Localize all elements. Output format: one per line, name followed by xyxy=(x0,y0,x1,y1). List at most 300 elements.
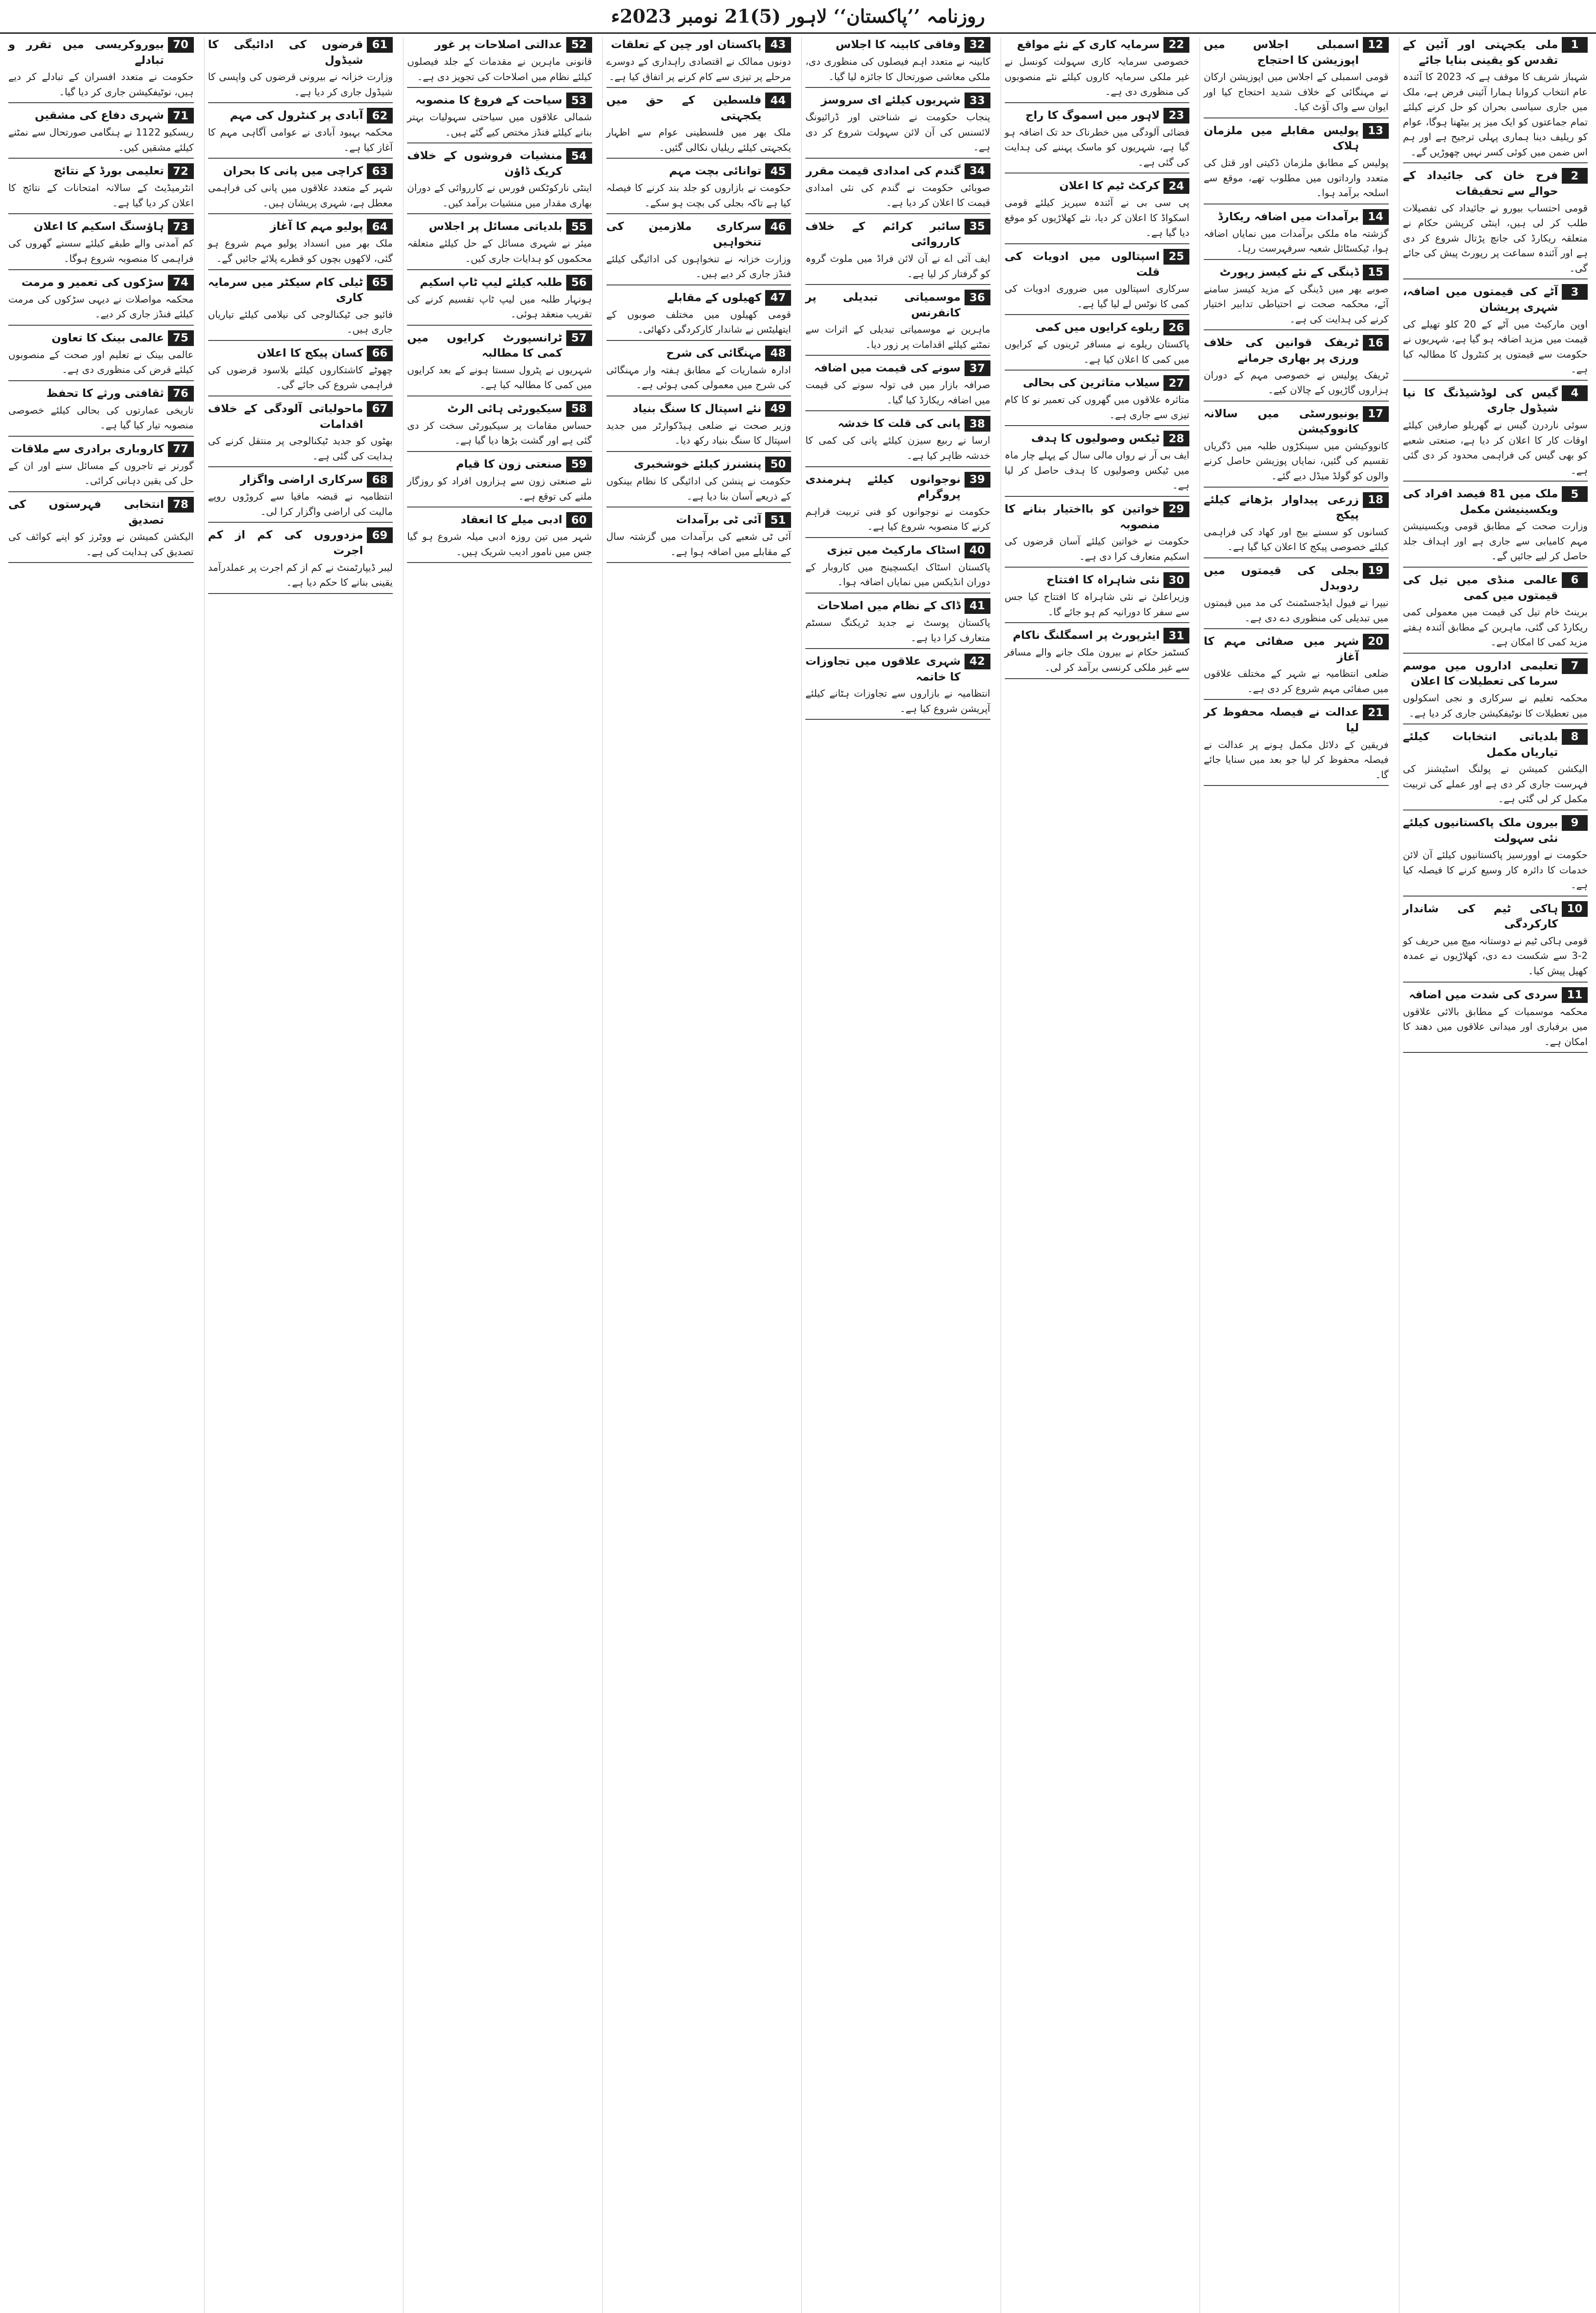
news-item-divider xyxy=(208,340,393,341)
news-column xyxy=(204,37,397,2313)
news-item-header xyxy=(8,497,194,528)
news-item-number-badge: 29 xyxy=(1163,501,1189,517)
news-item-headline: بجلی کی قیمتوں میں ردوبدل xyxy=(1204,563,1359,593)
news-item xyxy=(606,37,792,88)
news-item xyxy=(805,360,990,411)
news-item-body: حکومت نے اوورسیز پاکستانیوں کیلئے آن لائن خدمات کا دائرہ کار وسیع کرنے کا فیصلہ کیا ہے۔ xyxy=(1403,849,1588,891)
news-item xyxy=(208,527,393,594)
news-item-header xyxy=(1204,705,1389,736)
news-item-headline: کاروباری برادری سے ملاقات xyxy=(11,442,164,455)
news-item-header xyxy=(606,163,792,179)
news-item xyxy=(8,275,194,326)
news-item xyxy=(1005,501,1190,568)
news-item-number-badge: 41 xyxy=(965,598,990,614)
news-item-divider xyxy=(1204,329,1389,330)
news-item-divider xyxy=(1204,785,1389,786)
news-item-number-badge: 57 xyxy=(566,330,592,346)
news-item-body: شہر میں تین روزہ ادبی میلہ شروع ہو گیا جس میں نامور ادیب شریک ہیں۔ xyxy=(407,531,592,557)
news-item-headline: سائبر کرائم کے خلاف کارروائی xyxy=(805,219,961,248)
news-item xyxy=(805,598,990,649)
news-item-header xyxy=(208,527,393,558)
news-item-headline: سرمایہ کاری کے نئے مواقع xyxy=(1017,38,1160,51)
news-item-header xyxy=(1403,37,1588,68)
news-item xyxy=(1403,486,1588,568)
news-item-body: آئی ٹی شعبے کی برآمدات میں گزشتہ سال کے مقابلے میں اضافہ ہوا ہے۔ xyxy=(606,531,791,557)
news-item-body: حکومت نے نوجوانوں کو فنی تربیت فراہم کرنے کا منصوبہ شروع کیا ہے۔ xyxy=(805,506,990,532)
news-item-header xyxy=(805,163,990,179)
news-item-divider xyxy=(208,102,393,103)
news-item-headline: ڈینگی کے نئے کیسز رپورٹ xyxy=(1219,265,1359,278)
news-item-number-badge: 58 xyxy=(566,401,592,417)
news-item-body: شہباز شریف کا موقف ہے کہ 2023 کا آئندہ عام انتخاب کروانا ہمارا آئینی فرض ہے، ملک میں جاری سیاسی بحران کو حل کرنے کیلئے تمام جماعتوں کو ایک میز پر بیٹھنا ہوگا، عوام کو ریلیف دینا ہماری پہلی ترجیح ہے اور ہم اس ضمن میں کوئی کسر نہیں چھوڑیں گے۔ xyxy=(1403,71,1588,158)
news-item-body: محکمہ تعلیم نے سرکاری و نجی اسکولوں میں تعطیلات کا نوٹیفکیشن جاری کر دیا ہے۔ xyxy=(1403,692,1588,719)
news-item-number-badge: 66 xyxy=(367,346,393,361)
news-item xyxy=(8,37,194,103)
news-item-number-badge: 34 xyxy=(965,163,990,179)
news-item-header xyxy=(1204,209,1389,225)
news-item-header xyxy=(1204,634,1389,665)
news-item xyxy=(606,163,792,214)
news-column xyxy=(403,37,596,2313)
news-item-header xyxy=(805,543,990,558)
news-item-header xyxy=(606,93,792,124)
news-item-body: انٹرمیڈیٹ کے سالانہ امتحانات کے نتائج کا اعلان کر دیا گیا ہے۔ xyxy=(8,182,194,209)
news-item-divider xyxy=(8,562,194,563)
news-item-header xyxy=(407,330,592,361)
news-item xyxy=(805,219,990,285)
news-item-body: گورنر نے تاجروں کے مسائل سنے اور ان کے حل کی یقین دہانی کرائی۔ xyxy=(8,460,194,487)
news-item-number-badge: 38 xyxy=(965,416,990,432)
news-item xyxy=(1403,815,1588,897)
news-item-divider xyxy=(407,562,592,563)
news-item-headline: وفاقی کابینہ کا اجلاس xyxy=(835,38,961,51)
news-item-header xyxy=(208,163,393,179)
news-item-number-badge: 47 xyxy=(765,290,791,306)
news-item xyxy=(606,290,792,341)
news-item-number-badge: 37 xyxy=(965,360,990,376)
news-item-headline: ایئرپورٹ پر اسمگلنگ ناکام xyxy=(1013,629,1160,642)
news-item-body: چھوٹے کاشتکاروں کیلئے بلاسود قرضوں کی فراہمی شروع کی جائے گی۔ xyxy=(208,364,393,391)
news-item-body: قانونی ماہرین نے مقدمات کے جلد فیصلوں کیلئے نظام میں اصلاحات کی تجویز دی ہے۔ xyxy=(407,56,592,82)
news-item-number-badge: 28 xyxy=(1163,431,1189,446)
news-item-header xyxy=(1204,406,1389,437)
news-item-body: ایف آئی اے نے آن لائن فراڈ میں ملوث گروہ کو گرفتار کر لیا ہے۔ xyxy=(805,253,990,279)
news-item-header xyxy=(1403,385,1588,416)
news-item-divider xyxy=(1005,425,1190,426)
news-item-headline: نوجوانوں کیلئے ہنرمندی پروگرام xyxy=(805,472,961,501)
news-item-body: اوپن مارکیٹ میں آٹے کے 20 کلو تھیلے کی قیمت میں مزید اضافہ ہو گیا ہے، شہریوں نے حکومت سے قیمتوں پر کنٹرول کا مطالبہ کیا ہے۔ xyxy=(1403,318,1588,375)
news-item-header xyxy=(407,219,592,235)
news-item-headline: ملک میں 81 فیصد افراد کی ویکسینیشن مکمل xyxy=(1403,487,1558,516)
news-item-header xyxy=(8,441,194,457)
news-item xyxy=(8,108,194,159)
news-column xyxy=(1001,37,1194,2313)
news-item-divider xyxy=(208,158,393,159)
news-item-number-badge: 50 xyxy=(765,457,791,472)
news-item xyxy=(208,108,393,159)
news-item-header xyxy=(8,163,194,179)
news-item-headline: پنشنرز کیلئے خوشخبری xyxy=(634,458,761,471)
news-item-number-badge: 1 xyxy=(1562,37,1588,53)
news-item xyxy=(1005,178,1190,244)
news-item-divider xyxy=(208,269,393,270)
news-item-divider xyxy=(805,648,990,649)
news-item-header xyxy=(208,472,393,488)
news-item-body: لیبر ڈیپارٹمنٹ نے کم از کم اجرت پر عملدرآمد یقینی بنانے کا حکم دیا ہے۔ xyxy=(208,562,393,588)
news-item-number-badge: 36 xyxy=(965,290,990,305)
news-item-number-badge: 20 xyxy=(1363,634,1389,649)
news-item-header xyxy=(1403,168,1588,199)
news-item xyxy=(1204,492,1389,558)
news-item-headline: عالمی بینک کا تعاون xyxy=(51,331,164,344)
news-item-body: صوبائی حکومت نے گندم کی نئی امدادی قیمت کا اعلان کر دیا ہے۔ xyxy=(805,182,990,209)
news-item-number-badge: 72 xyxy=(168,163,194,179)
news-item-number-badge: 70 xyxy=(168,37,194,53)
news-item xyxy=(1005,320,1190,371)
news-item xyxy=(1403,284,1588,380)
news-item-body: محکمہ موسمیات کے مطابق بالائی علاقوں میں برفباری اور میدانی علاقوں میں دھند کا امکان ہے۔ xyxy=(1403,1006,1588,1047)
news-item xyxy=(8,163,194,214)
news-item-number-badge: 62 xyxy=(367,108,393,124)
news-item-divider xyxy=(1403,162,1588,163)
news-item-header xyxy=(407,93,592,108)
news-item-header xyxy=(1403,284,1588,315)
news-item-divider xyxy=(8,325,194,326)
news-item-headline: موسمیاتی تبدیلی پر کانفرنس xyxy=(805,291,961,319)
news-item-body: خصوصی سرمایہ کاری سہولت کونسل نے غیر ملکی سرمایہ کاروں کیلئے نئے منصوبوں کی منظوری دی ہے۔ xyxy=(1004,56,1189,98)
news-item-headline: ثقافتی ورثے کا تحفظ xyxy=(46,386,164,400)
news-item-headline: گیس کی لوڈشیڈنگ کا نیا شیڈول جاری xyxy=(1403,386,1558,415)
news-item-number-badge: 35 xyxy=(965,219,990,235)
news-item xyxy=(208,472,393,523)
news-item-body: کم آمدنی والے طبقے کیلئے سستے گھروں کی فراہمی کا منصوبہ شروع ہوگا۔ xyxy=(8,238,194,265)
news-item-body: شہر کے متعدد علاقوں میں پانی کی فراہمی معطل ہے، شہری پریشان ہیں۔ xyxy=(208,182,393,209)
news-item-divider xyxy=(8,102,194,103)
news-item-headline: ہاکی ٹیم کی شاندار کارکردگی xyxy=(1403,902,1558,931)
news-item-header xyxy=(407,401,592,417)
news-item-headline: نئے اسپتال کا سنگ بنیاد xyxy=(632,402,761,415)
news-item xyxy=(1204,705,1389,786)
news-item-number-badge: 68 xyxy=(367,472,393,488)
news-item-number-badge: 61 xyxy=(367,37,393,53)
news-item xyxy=(805,37,990,88)
news-item-headline: اسمبلی اجلاس میں اپوزیشن کا احتجاج xyxy=(1204,38,1359,67)
news-item-body: قومی کھیلوں میں مختلف صوبوں کے ایتھلیٹس نے شاندار کارکردگی دکھائی۔ xyxy=(606,309,791,335)
news-item-number-badge: 17 xyxy=(1363,406,1389,422)
news-item-body: وزارت صحت کے مطابق قومی ویکسینیشن مہم کامیابی سے جاری ہے اور اہداف جلد حاصل کر لیے جائیں گے۔ xyxy=(1403,520,1588,562)
news-item-header xyxy=(1403,815,1588,846)
news-item-divider xyxy=(1005,496,1190,497)
news-item xyxy=(606,401,792,452)
news-item-number-badge: 71 xyxy=(168,108,194,124)
news-item-body: تاریخی عمارتوں کی بحالی کیلئے خصوصی منصوبہ تیار کیا گیا ہے۔ xyxy=(8,404,194,431)
news-item-header xyxy=(1403,987,1588,1003)
news-item-divider xyxy=(1403,982,1588,983)
news-item-number-badge: 6 xyxy=(1562,572,1588,588)
news-item-number-badge: 77 xyxy=(168,441,194,457)
news-item-number-badge: 19 xyxy=(1363,563,1389,579)
news-item-headline: بلدیاتی مسائل پر اجلاس xyxy=(428,220,563,233)
news-item-header xyxy=(805,93,990,108)
news-item-number-badge: 42 xyxy=(965,654,990,669)
news-item-headline: سیاحت کے فروغ کا منصوبہ xyxy=(415,93,563,107)
news-item xyxy=(407,457,592,507)
news-item-divider xyxy=(8,491,194,492)
news-item-divider xyxy=(1403,653,1588,654)
news-item-headline: سیکیورٹی ہائی الرٹ xyxy=(447,402,563,415)
news-item-headline: سردی کی شدت میں اضافہ xyxy=(1409,988,1558,1001)
news-item xyxy=(1005,628,1190,679)
news-item-headline: بیرون ملک پاکستانیوں کیلئے نئی سہولت xyxy=(1403,816,1558,845)
news-item-body: شہریوں نے پٹرول سستا ہونے کے بعد کرایوں میں کمی کا مطالبہ کیا ہے۔ xyxy=(407,364,592,391)
news-item-body: حکومت نے بازاروں کو جلد بند کرنے کا فیصلہ کیا ہے تاکہ بجلی کی بچت ہو سکے۔ xyxy=(606,182,791,209)
news-item-header xyxy=(8,37,194,68)
news-item xyxy=(8,497,194,563)
news-item-number-badge: 63 xyxy=(367,163,393,179)
news-item-divider xyxy=(208,213,393,214)
news-item xyxy=(606,346,792,396)
news-item-divider xyxy=(407,451,592,452)
news-item-number-badge: 15 xyxy=(1363,265,1389,280)
news-item xyxy=(805,93,990,159)
news-item-header xyxy=(1204,563,1389,594)
news-item-header xyxy=(1204,123,1389,154)
news-item-body: عالمی بینک نے تعلیم اور صحت کے منصوبوں کیلئے قرض کی منظوری دی ہے۔ xyxy=(8,349,194,376)
news-item-headline: تعلیمی اداروں میں موسم سرما کی تعطیلات کا اعلان xyxy=(1403,659,1558,688)
news-item-number-badge: 30 xyxy=(1163,572,1189,588)
news-item-headline: انتخابی فہرستوں کی تصدیق xyxy=(8,497,164,526)
news-item-divider xyxy=(407,142,592,143)
news-item-headline: آبادی پر کنٹرول کی مہم xyxy=(229,109,363,122)
news-item xyxy=(1204,265,1389,331)
news-item-divider xyxy=(407,325,592,326)
news-item-divider xyxy=(606,213,792,214)
news-item-body: نئے صنعتی زون سے ہزاروں افراد کو روزگار ملنے کی توقع ہے۔ xyxy=(407,476,592,502)
news-item-divider xyxy=(606,284,792,285)
news-item-divider xyxy=(1403,380,1588,381)
news-item-number-badge: 31 xyxy=(1163,628,1189,643)
news-item-number-badge: 39 xyxy=(965,472,990,488)
news-item-divider xyxy=(1005,678,1190,679)
news-item-number-badge: 53 xyxy=(566,93,592,108)
news-item-number-badge: 44 xyxy=(765,93,791,108)
news-item xyxy=(208,219,393,270)
news-item-header xyxy=(1403,729,1588,760)
news-item-number-badge: 55 xyxy=(566,219,592,235)
news-item xyxy=(805,543,990,594)
news-item xyxy=(606,93,792,159)
news-item-body: وزارت خزانہ نے بیرونی قرضوں کی واپسی کا شیڈول جاری کر دیا ہے۔ xyxy=(208,71,393,98)
news-item xyxy=(805,472,990,538)
news-item-body: صرافہ بازار میں فی تولہ سونے کی قیمت میں اضافہ ریکارڈ کیا گیا۔ xyxy=(805,379,990,406)
news-item-body: پی سی بی نے آئندہ سیریز کیلئے قومی اسکواڈ کا اعلان کر دیا، نئے کھلاڑیوں کو موقع دیا گیا ہے۔ xyxy=(1004,197,1189,239)
news-item-body: حکومت نے خواتین کیلئے آسان قرضوں کی اسکیم متعارف کرا دی ہے۔ xyxy=(1004,536,1189,562)
news-item-header xyxy=(1005,37,1190,53)
news-item-headline: مزدوروں کی کم از کم اجرت xyxy=(208,528,363,557)
news-item-divider xyxy=(1403,567,1588,568)
news-item-headline: بیوروکریسی میں تقرر و تبادلے xyxy=(8,38,164,67)
news-item-number-badge: 13 xyxy=(1363,123,1389,139)
news-item-divider xyxy=(1005,314,1190,315)
news-item-header xyxy=(606,37,792,53)
news-item-headline: سونے کی قیمت میں اضافہ xyxy=(814,361,961,375)
news-item-header xyxy=(805,360,990,376)
news-item-number-badge: 7 xyxy=(1562,658,1588,674)
news-item-divider xyxy=(1204,487,1389,488)
news-item-body: فضائی آلودگی میں خطرناک حد تک اضافہ ہو گیا ہے، شہریوں کو ماسک پہننے کی ہدایت کی گئی ہے۔ xyxy=(1004,126,1189,168)
news-item-number-badge: 9 xyxy=(1562,815,1588,831)
news-item-body: فائیو جی ٹیکنالوجی کی نیلامی کیلئے تیاریاں جاری ہیں۔ xyxy=(208,309,393,335)
news-item-divider xyxy=(208,466,393,467)
news-item-header xyxy=(805,37,990,53)
news-item-headline: مہنگائی کی شرح xyxy=(666,346,761,359)
news-item-headline: صنعتی زون کا قیام xyxy=(456,458,563,471)
news-item-headline: تعلیمی بورڈ کے نتائج xyxy=(54,164,164,178)
news-item-headline: عدالتی اصلاحات پر غور xyxy=(434,38,563,51)
news-item-headline: اسٹاک مارکیٹ میں تیزی xyxy=(827,543,961,557)
news-item-divider xyxy=(1204,628,1389,629)
news-item-headline: نئی شاہراہ کا افتتاح xyxy=(1046,573,1160,587)
news-item-divider xyxy=(1005,102,1190,103)
news-item-divider xyxy=(1403,481,1588,482)
news-item-header xyxy=(407,457,592,472)
masthead-title: روزنامہ ’’پاکستان‘‘ لاہور (5)21 نومبر 2023ء xyxy=(611,5,985,27)
news-item-header xyxy=(208,219,393,235)
news-item-headline: ٹرانسپورٹ کرایوں میں کمی کا مطالبہ xyxy=(407,331,563,360)
news-item-headline: عالمی منڈی میں تیل کی قیمتوں میں کمی xyxy=(1403,573,1558,602)
news-item-header xyxy=(1005,431,1190,446)
news-item xyxy=(1204,563,1389,629)
news-item-number-badge: 16 xyxy=(1363,335,1389,351)
news-item-divider xyxy=(8,436,194,437)
news-item-body: انتظامیہ نے بازاروں سے تجاوزات ہٹانے کیلئے آپریشن شروع کیا ہے۔ xyxy=(805,688,990,714)
news-item-body: سرکاری اسپتالوں میں ضروری ادویات کی کمی کا نوٹس لے لیا گیا ہے۔ xyxy=(1004,283,1189,309)
news-item-header xyxy=(1005,108,1190,124)
news-item-body: کانووکیشن میں سینکڑوں طلبہ میں ڈگریاں تقسیم کی گئیں، نمایاں پوزیشن حاصل کرنے والوں کو گولڈ میڈل دیے گئے۔ xyxy=(1204,440,1389,482)
news-item-divider xyxy=(805,593,990,594)
news-item xyxy=(1005,375,1190,426)
news-item-body: ضلعی انتظامیہ نے شہر کے مختلف علاقوں میں صفائی مہم شروع کر دی ہے۔ xyxy=(1204,668,1389,694)
news-item-headline: سرکاری ملازمین کی تنخواہیں xyxy=(606,220,761,249)
news-item-body: پاکستان اسٹاک ایکسچینج میں کاروبار کے دوران انڈیکس میں نمایاں اضافہ ہوا۔ xyxy=(805,561,990,588)
news-item-headline: بلدیاتی انتخابات کیلئے تیاریاں مکمل xyxy=(1403,730,1558,759)
news-item-headline: ٹریفک قوانین کی خلاف ورزی پر بھاری جرمانے xyxy=(1204,336,1359,365)
news-item-divider xyxy=(1005,243,1190,244)
news-item-divider xyxy=(805,355,990,356)
news-item-number-badge: 18 xyxy=(1363,492,1389,508)
news-item-header xyxy=(1005,628,1190,643)
news-item-body: انتظامیہ نے قبضہ مافیا سے کروڑوں روپے مالیت کی اراضی واگزار کرا لی۔ xyxy=(208,491,393,517)
news-column xyxy=(1399,37,1592,2313)
news-item-header xyxy=(8,108,194,124)
news-item xyxy=(1204,406,1389,488)
news-item-header xyxy=(805,472,990,503)
news-item-number-badge: 64 xyxy=(367,219,393,235)
news-item-headline: سیلاب متاثرین کی بحالی xyxy=(1023,376,1160,390)
news-item-body: ملک بھر میں انسداد پولیو مہم شروع ہو گئی، لاکھوں بچوں کو قطرے پلائے جائیں گے۔ xyxy=(208,238,393,265)
news-item-number-badge: 33 xyxy=(965,93,990,108)
news-item-headline: سرکاری اراضی واگزار xyxy=(240,473,363,486)
news-item-number-badge: 59 xyxy=(566,457,592,472)
news-item-divider xyxy=(805,719,990,720)
news-item-header xyxy=(1403,486,1588,517)
news-item-header xyxy=(1005,501,1190,532)
news-item-body: حکومت نے متعدد افسران کے تبادلے کر دیے ہیں، نوٹیفکیشن جاری کر دیا گیا۔ xyxy=(8,71,194,98)
news-item xyxy=(805,416,990,467)
news-item-header xyxy=(606,457,792,472)
news-item xyxy=(1005,108,1190,174)
news-item-divider xyxy=(805,158,990,159)
news-item-header xyxy=(407,37,592,53)
news-item-number-badge: 78 xyxy=(168,497,194,513)
news-item-body: پولیس کے مطابق ملزمان ڈکیتی اور قتل کی متعدد وارداتوں میں مطلوب تھے، موقع سے اسلحہ برآمد ہوا۔ xyxy=(1204,157,1389,199)
news-item-number-badge: 52 xyxy=(566,37,592,53)
news-item-number-badge: 75 xyxy=(168,330,194,346)
news-item-divider xyxy=(1005,567,1190,568)
news-item-headline: ڈاک کے نظام میں اصلاحات xyxy=(817,599,961,612)
news-item xyxy=(208,401,393,467)
news-item xyxy=(1005,249,1190,315)
news-item-body: وزیراعلیٰ نے نئی شاہراہ کا افتتاح کیا جس سے سفر کا دورانیہ کم ہو جائے گا۔ xyxy=(1004,591,1189,618)
news-item-divider xyxy=(606,562,792,563)
news-item-divider xyxy=(407,269,592,270)
news-item-header xyxy=(208,346,393,361)
news-item xyxy=(407,330,592,396)
news-item-number-badge: 23 xyxy=(1163,108,1189,124)
news-item-headline: ملی یکجہتی اور آئین کے تقدس کو یقینی بنایا جائے xyxy=(1403,38,1558,67)
news-item-header xyxy=(805,219,990,250)
news-item-number-badge: 45 xyxy=(765,163,791,179)
news-item-header xyxy=(805,654,990,685)
news-item xyxy=(805,654,990,720)
news-item-header xyxy=(606,401,792,417)
news-item-header xyxy=(805,598,990,614)
news-item-header xyxy=(8,275,194,291)
news-item xyxy=(407,37,592,88)
news-item-number-badge: 4 xyxy=(1562,385,1588,401)
news-item-headline: آئی ٹی برآمدات xyxy=(676,513,761,526)
news-item-divider xyxy=(1204,557,1389,558)
news-item-divider xyxy=(1204,401,1389,402)
news-item-number-badge: 65 xyxy=(367,275,393,291)
news-item-header xyxy=(208,108,393,124)
news-item-number-badge: 2 xyxy=(1562,168,1588,184)
news-item-body: ارسا نے ربیع سیزن کیلئے پانی کی کمی کا خدشہ ظاہر کیا ہے۔ xyxy=(805,435,990,462)
news-item-body: گزشتہ ماہ ملکی برآمدات میں نمایاں اضافہ ہوا، ٹیکسٹائل شعبہ سرفہرست رہا۔ xyxy=(1204,228,1389,254)
news-item-number-badge: 3 xyxy=(1562,284,1588,300)
masthead xyxy=(0,0,1596,34)
news-item-divider xyxy=(8,213,194,214)
news-item-number-badge: 22 xyxy=(1163,37,1189,53)
news-item xyxy=(1204,123,1389,204)
news-item-body: حساس مقامات پر سیکیورٹی سخت کر دی گئی ہے اور گشت بڑھا دیا گیا ہے۔ xyxy=(407,420,592,446)
news-column xyxy=(1200,37,1392,2313)
news-item-body: ٹریفک پولیس نے خصوصی مہم کے دوران ہزاروں گاڑیوں کے چالان کیے۔ xyxy=(1204,369,1389,396)
news-item-divider xyxy=(805,466,990,467)
news-item xyxy=(208,275,393,341)
news-item xyxy=(208,163,393,214)
news-item-headline: اسپتالوں میں ادویات کی قلت xyxy=(1004,249,1160,278)
news-item-divider xyxy=(805,410,990,411)
news-item-number-badge: 10 xyxy=(1562,901,1588,917)
news-item xyxy=(407,401,592,452)
news-item-headline: ماحولیاتی آلودگی کے خلاف اقدامات xyxy=(208,402,363,431)
news-item-header xyxy=(1204,265,1389,280)
news-item-body: برینٹ خام تیل کی قیمت میں معمولی کمی ریکارڈ کی گئی، ماہرین کے مطابق آئندہ ہفتے مزید کمی کا امکان ہے۔ xyxy=(1403,606,1588,648)
news-item-headline: قرضوں کی ادائیگی کا شیڈول xyxy=(208,38,363,67)
news-item-header xyxy=(1005,249,1190,280)
news-item-body: ملک بھر میں فلسطینی عوام سے اظہار یکجہتی کیلئے ریلیاں نکالی گئیں۔ xyxy=(606,127,791,153)
